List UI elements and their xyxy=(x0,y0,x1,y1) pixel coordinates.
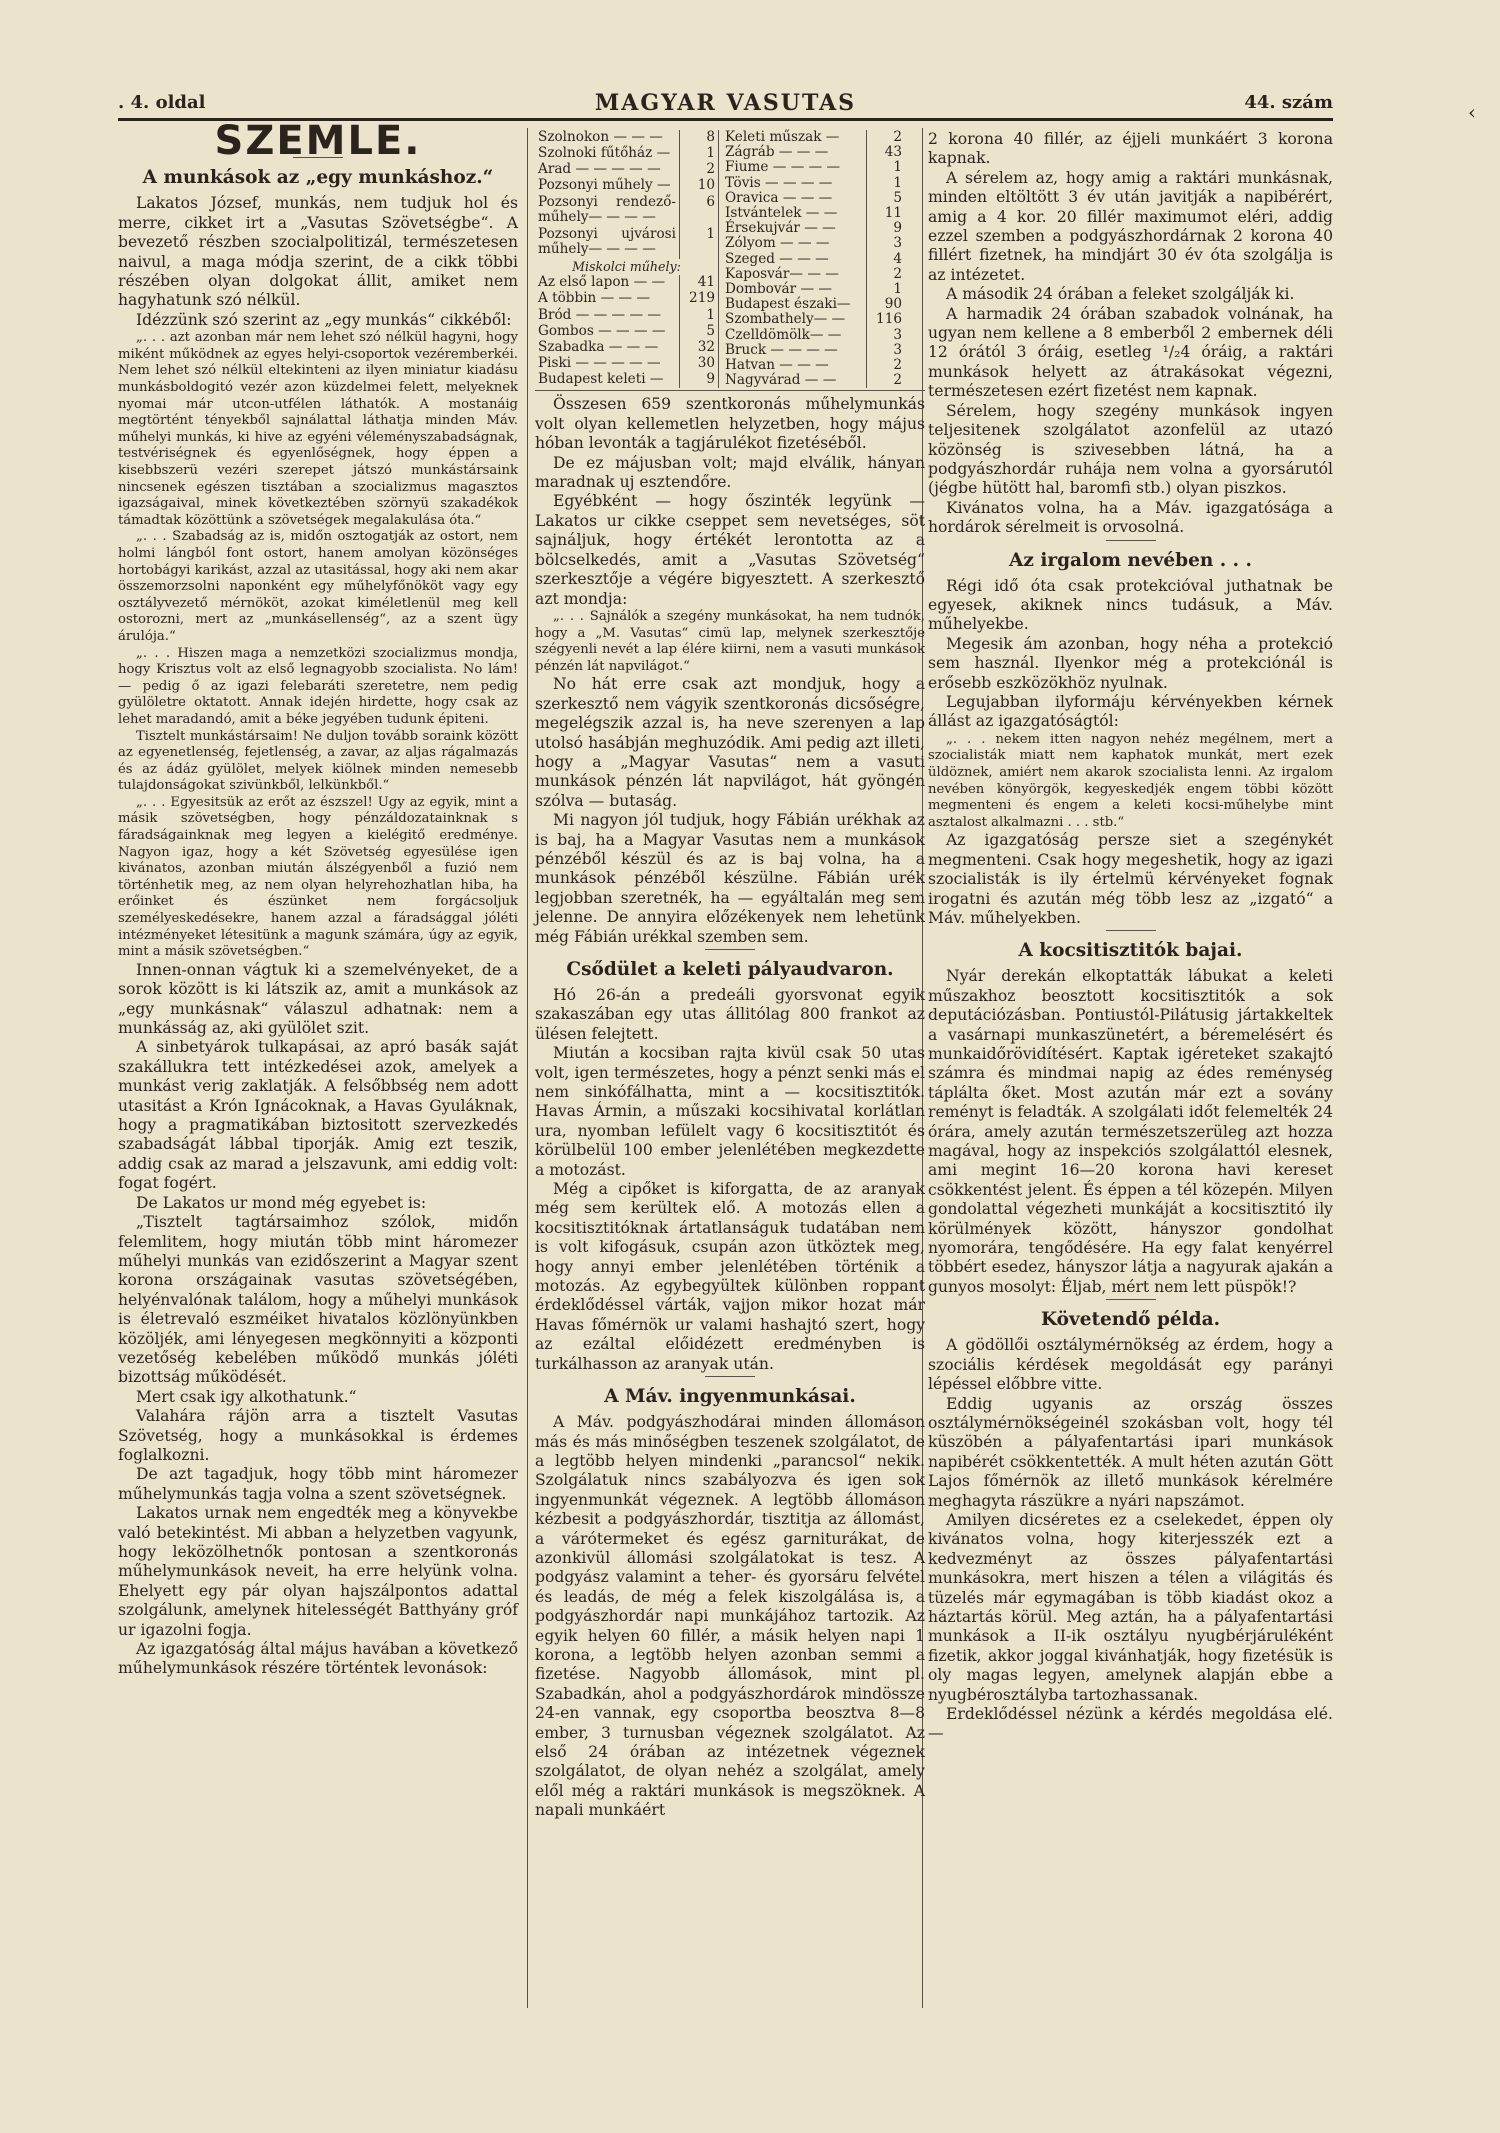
table-row: Budapest keleti — 9 xyxy=(535,372,719,388)
column-3 xyxy=(928,130,1333,1744)
paragraph: A sinbetyárok tulkapásai, az apró basák saját szakállukra tett intézkedései azok, amelyek a munkást verig zaklatják. A felsőbbség nem adott utasitást a Krón Ignácoknak, a Havas Gyuláknak, hogy a pragmatikában biztositott szervezkedés szabadságát lábbal tiporják. Amig ezt teszik, addig csak az marad a jelszavunk, ami eddig volt: fogat fogért. xyxy=(118,1038,518,1193)
paragraph: Mi nagyon jól tudjuk, hogy Fábián urékhak az is baj, ha a Magyar Vasutas nem a munkások pénzéből készül és az is baj volna, ha a munkások pénzéből készülne. Fábián urék legjobban szeretnék, ha — egyáltalán meg sem jelenne. De annyira előzékenyek nem lehetünk még Fábián urékkal szemben sem. xyxy=(535,811,925,946)
table-row: Bród — — — — — 1 xyxy=(535,308,719,324)
table-row: Érsekujvár — — 9 xyxy=(719,221,905,236)
page-number: . 4. oldal xyxy=(118,92,206,113)
table-row: Pozsonyi rendező-műhely— — — — 6 xyxy=(535,195,719,227)
divider xyxy=(1106,1299,1156,1300)
table-row: Pozsonyi ujvárosi műhely— — — — 1 xyxy=(535,227,719,259)
paragraph: Eddig ugyanis az ország összes osztálymérnökségeinél szokásban volt, hogy tél küszöbén a pályafentartási ipari munkások napibérét csökkentették. A mult héten azután Gött Lajos főmérnök az illető munkások kérelmére meghagyta rászükre a nyári napszámot. xyxy=(928,1394,1333,1510)
divider xyxy=(1106,540,1156,541)
quote-paragraph: „. . . azt azonban már nem lehet szó nélkül hagyni, hogy miként működnek az egyes helyi-csoportok vezéremberkéi. Nem lehet szó nélkül eltekinteni az ilyen miniatur kiadásu munkásboldogitó vezér azon küzdelmei felett, melyeknek nyomai már utcon-utfélen láthatók. A mostanáig megtörtént tényekből sajnálattal láthatja minden Máv. műhelyi munkás, ki hive az egyéni véleményszabadságnak, testvériségnek és egyenlőségnek, hogy éppen a kisebbszerü vezéri szerepet játszó munkástársaink nincsenek egészen tisztában a szocializmus magasztos igazságaival, minek következtében szörnyü szakadékok támadtak közöttünk a szövetségek megalakulása óta.“ xyxy=(118,330,518,528)
paragraph: A harmadik 24 órában szabadok volnának, ha ugyan nem kellene a 8 emberből 2 embernek déli 12 órától 3 óráig, esetleg ¹/₂4 óráig, a raktári munkások helyett az átrakásokat végezni, természetesen ezért fizetést nem kapnak. xyxy=(928,304,1333,401)
article-title: Az irgalom nevében . . . xyxy=(1009,549,1252,571)
table-row: Zágráb — — — 43 xyxy=(719,145,905,160)
table-row: Dombovár — — 1 xyxy=(719,282,905,297)
quote-paragraph: „. . . Hiszen maga a nemzetközi szocializmus mondja, hogy Krisztus volt az első legnagyobb szocialista. No lám! — pedig ő az igazi felebaráti szeretetre, nem pedig gyülöletre oktatott. Annak idején hirdette, hogy csak az lehet maradandó, amit a béke jegyében tudunk épiteni. xyxy=(118,645,518,727)
table-row: Pozsonyi műhely — 10 xyxy=(535,178,719,194)
issue-number: 44. szám xyxy=(1244,92,1333,113)
article-title: Csődület a keleti pályaudvaron. xyxy=(566,958,894,980)
paragraph: Amilyen dicséretes ez a cselekedet, éppen oly kivánatos volna, hogy kiterjesszék ezt a kedvezményt az összes pályafentartási munkásokra, mert hiszen a télen a világitás és tüzelés már egymagában is több kiadást okoz a háztartás körül. Meg aztán, ha a pályafentartási munkások a II-ik osztályu nyugbérjáruléként fizetik, akkor joggal kivánhatják, hogy fizetésük is oly magas legyen, amelynek alapján ebbe a nyugbérosztályba tartozhassanak. xyxy=(928,1510,1333,1704)
paragraph: A második 24 órában a feleket szolgálják ki. xyxy=(946,285,1295,304)
paragraph: Innen-onnan vágtuk ki a szemelvényeket, de a sorok között is ki látszik az, amit a munkások az „egy munkásnak“ válaszul adhatnak: nem a munkásság az, aki gyülölet szit. xyxy=(118,960,518,1038)
quote-paragraph: „. . . Szabadság az is, midőn osztogatják az ostort, nem holmi lángból font ostort, hanem amolyan közönséges hortobágyi karikást, azzal az utasitással, hogy aki nem akar összemorzsolni naponként egy műhelyfőnököt vagy egy osztályvezető mérnököt, azokat kiméletlenül meg kell ostorozni, mert az „munkásellenség“, az a szent ügy árulója.“ xyxy=(118,529,518,644)
table-row: Piski — — — — — 30 xyxy=(535,356,719,372)
paragraph: De Lakatos ur mond még egyebet is: xyxy=(136,1193,427,1212)
table-row: Fiume — — — — 1 xyxy=(719,160,905,175)
page-header xyxy=(118,88,1333,121)
table-row: Szombathely— — 116 xyxy=(719,312,905,327)
section-title: SZEMLE. xyxy=(214,118,422,164)
paragraph: Az igazgatóság persze siet a szegénykét megmenteni. Csak hogy megeshetik, hogy az igazi szocialisták is ily értelmü kérvényeket fognak irogatni és azután még több lesz az „izgató“ a Máv. műhelyekben. xyxy=(928,831,1333,927)
article-title: A kocsitisztitók bajai. xyxy=(1018,940,1243,962)
paragraph: A gödöllői osztálymérnökség az érdem, hogy a szociális kérdések megoldását egy parányi lépéssel előbbre vitte. xyxy=(928,1336,1333,1394)
paragraph: Lakatos urnak nem engedték meg a könyvekbe való betekintést. Mi abban a helyzetben vagyunk, hogy leközölhetnők pontosan a szentkoronás műhelymunkások neveit, ha erre helyünk volna. Ehelyett egy pár olyan hajszálpontos adattal szolgálunk, amelynek hitelességét Batthyány gróf ur igazolni fogja. xyxy=(118,1504,518,1639)
divider xyxy=(1106,930,1156,931)
paragraph: Még a cipőket is kiforgatta, de az aranyak még sem kerültek elő. A motozás ellen a kocsitisztitóknak ártatlanságuk tudatában nem is volt kifogásuk, csupán azon ütköztek meg, hogy annyi ember jelenlétében történik a motozás. Az egybegyültek különben roppant érdeklődéssel várták, vajjon mikor hozat már Havas főmérnök ur valami hashajtó szert, hogy az ezáltal előidézett eredményben is turkálhasson az aranyak után. xyxy=(535,1180,925,1373)
masthead-title: MAGYAR VASUTAS xyxy=(594,90,857,116)
deduction-table xyxy=(535,130,925,388)
paragraph: Valahára rájön arra a tisztelt Vasutas Szövetség, hogy a munkásokkal is érdemes foglalkozni. xyxy=(118,1407,518,1464)
paragraph: A sérelem az, hogy amig a raktári munkásnak, minden eltöltött 3 év után javitják a napibérért, amig a 4 kor. 20 fillér maximumot eléri, addig ezzel szemben a podgyászhordárnak 2 korona 40 fillért fizetnek, ha mindjárt 30 év óta szolgálja is az intézetet. xyxy=(928,168,1333,284)
table-row: Zólyom — — — 3 xyxy=(719,236,905,251)
table-row: Szeged — — — 4 xyxy=(719,252,905,267)
table-row: Bruck — — — — 3 xyxy=(719,343,905,358)
paragraph: De azt tagadjuk, hogy több mint háromezer műhelymunkás tagja volna a szent szövetségnek. xyxy=(118,1465,518,1503)
table-row: Oravica — — — 5 xyxy=(719,191,905,206)
table-row: Budapest északi— 90 xyxy=(719,297,905,312)
quote-paragraph: „. . . nekem itten nagyon nehéz megélnem, mert a szocialisták miatt nem kaphatok munkát, mert ezek üldöznek, amiért nem akarok szocialista lenni. Az irgalom nevében könyörgök, kegyeskedjék engem többi között megmenteni és engem a keleti kocsi-műhelybe mint asztalost alkalmazni . . . stb.“ xyxy=(928,731,1333,830)
table-row: Hatvan — — — 2 xyxy=(719,358,905,373)
divider xyxy=(705,949,755,950)
paragraph: Mert csak igy alkothatunk.“ xyxy=(136,1387,357,1406)
paragraph: Egyébként — hogy őszinték legyünk — Lakatos ur cikke cseppet sem nevetséges, söt sajnáljuk, hogy értékét lerontotta az a bölcselkedés, amit a „Vasutas Szövetség“ szerkesztője a végére bigyesztett. A szerkesztő azt mondja: xyxy=(535,492,925,608)
paragraph: Miután a kocsiban rajta kivül csak 50 utas volt, igen természetes, hogy a pénzt senki más el nem sinkófálhatta, mint a — kocsitisztitók. Havas Ármin, a műszaki kocsihivatal korlátlan ura, nyomban lefülelt vagy 6 kocsitisztitót és körülbelül 100 ember jelenlétében megkezdette a motozást. xyxy=(535,1044,925,1179)
table-row: Gombos — — — — 5 xyxy=(535,324,719,340)
paragraph: Erdeklődéssel nézünk a kérdés megoldása elé. — xyxy=(928,1705,1333,1743)
paragraph: Megesik ám azonban, hogy néha a protekció sem használ. Ilyenkor még a protekciónál is erősebb eszközökhöz nyulnak. xyxy=(928,634,1333,692)
divider xyxy=(705,1376,755,1377)
paragraph: A Máv. podgyászhodárai minden állomáson más és más minőségben teszenek szolgálatot, de a legtöbb helyen mindenki „parancsol“ nekik. Szolgálatuk nincs szabályozva és igen sok ingyenmunkát végeznek. A legtöbb állomáson kézbesit a podgyászhordár, tisztitja az állomást, a várótermeket és egész garniturákat, de azonkivül állomási szolgálatokat is tesz. A podgyász valamint a teher- és gyorsáru felvétel és leadás, de még a felek kiszolgálása is, a podgyászhordár napi munkájához tartozik. Az egyik helyen 60 fillér, a másik helyen napi 1 korona, a legtöbb helyen azonban semmi a fizetése. Nagyobb állomások, mint pl. Szabadkán, ahol a podgyászhordárok mindössze 24-en vannak, egy csoportba beosztva 8—8 ember, 3 turnusban végeznek szolgálatot. Az első 24 órában az intézetnek végeznek szolgálatot, de olyan nehéz a szolgálat, amely elől még a raktári munkások is megszöknek. A napali munkáért xyxy=(535,1413,925,1820)
paragraph: Lakatos József, munkás, nem tudjuk hol és merre, cikket irt a „Vasutas Szövetségbe“. A bevezető részben szocialpolitizál, természetesen naivul, a maga módja szerint, de a cikk többi részében olyan dolgokat állit, amiket nem hagyhatunk szó nélkül. xyxy=(118,194,518,310)
paragraph: Legujabban ilyformáju kérvényekben kérnek állást az igazgatóságtól: xyxy=(928,692,1333,731)
paragraph: No hát erre csak azt mondjuk, hogy a szerkesztő nem vágyik szentkoronás dicsőségre, megelégszik azzal is, ha neve szerenyen a lap utolsó hasábján meghuzódik. Ami pedig azt illeti, hogy a „Magyar Vasutas“ nem a vasuti munkások pénzén lát napvilágot, hát gyöngén szólva — butaság. xyxy=(535,675,925,810)
column-1 xyxy=(118,118,518,1679)
table-row: Istvántelek — — 11 xyxy=(719,206,905,221)
paragraph: „Tisztelt tagtársaimhoz szólok, midőn felemlitem, hogy miután több mint háromezer műhelyi munkás van ezidőszerint a Magyar szent korona országainak vasutas szövetségében, helyénvalónak találom, hogy a műhelyi munkások is életrevaló eszméiket hivatalos közlönyünkben közöljék, ami lényegesen megkönnyiti a központi vezetőség kebelében működő munkás jóléti bizottság működését. xyxy=(118,1213,518,1387)
column-divider xyxy=(527,128,528,2008)
paragraph: Az igazgatóság által május havában a következő műhelymunkások részére történtek levonások: xyxy=(118,1640,518,1678)
article-title: A Máv. ingyenmunkásai. xyxy=(604,1386,856,1408)
quote-paragraph: „. . . Sajnálók a szegény munkásokat, ha nem tudnók, hogy a „M. Vasutas“ cimü lap, melynek szerkesztője szégyenli nevét a lap élére kiirni, nem a vasuti munkások pénzén lát napvilágot.“ xyxy=(535,608,925,674)
divider xyxy=(535,390,925,391)
paragraph: Hó 26-án a predeáli gyorsvonat egyik szakaszában egy utas állitólag 800 frankot az ülésen felejtett. xyxy=(535,985,925,1043)
paragraph: Kivánatos volna, ha a Máv. igazgatósága a hordárok sérelmeit is orvosolná. xyxy=(928,498,1333,537)
article-title: A munkások az „egy munkáshoz.“ xyxy=(142,167,494,189)
deduction-table-right xyxy=(719,130,905,388)
article-title: Követendő példa. xyxy=(1040,1309,1221,1331)
column-2 xyxy=(535,130,925,1821)
table-row: Szolnokon — — — 8 xyxy=(535,130,719,146)
paragraph: Összesen 659 szentkoronás műhelymunkás volt olyan kellemetlen helyzetben, hogy május hóban levonták a tagjárulékot fizetéséből. xyxy=(535,395,925,453)
table-subheading: Miskolci műhely: xyxy=(572,259,681,275)
quote-paragraph: „. . . Egyesitsük az erőt az észszel! Ugy az egyik, mint a másik szövetségben, hogy pénzáldozatainknak s fáradságainknak meg legyen a kielégitő eredménye. Nagyon igaz, hogy a két Szövetség egyesülése igen kivánatos, azonban miután álszégyenből a fuzió nem történhetik meg, az nem olyan helyrehozhatlan hiba, ha erőinket és észünket nem forgácsoljuk személyeskedésekre, hanem azzal a fáradsággal jóléti intézményeket létesitünk a magunk számára, úgy az egyik, mint a másik szövetségben.“ xyxy=(118,794,518,960)
paragraph: Régi idő óta csak protekcióval juthatnak be egyesek, akiknek nincs tudásuk, a Máv. műhelyekbe. xyxy=(928,576,1333,634)
table-row: Keleti műszak — 2 xyxy=(719,130,905,145)
table-row: A többin — — — 219 xyxy=(535,291,719,307)
paragraph: Sérelem, hogy szegény munkások ingyen teljesitenek szolgálatot azonfelül az utazó közönség is szivesebben látná, ha a podgyászhordár ruhája nem volna a gyorsárutól (jégbe hütött hal, baromfi stb.) olyan piszkos. xyxy=(928,401,1333,498)
paragraph: Idézzünk szó szerint az „egy munkás“ cikkéből: xyxy=(136,310,512,329)
paragraph: Nyár derekán elkoptatták lábukat a keleti műszakhoz beosztott kocsitisztitók a sok deputációzásban. Pontiustól-Pilátusig jártakkeltek a vasárnapi munkaszünetért, a béremelésért és munkaidőrövidítésért. Kaptak igéreteket szakajtó számra és mindmai napig az édes reménység táplálta őket. Most azután már ezt a sovány reményt is feladták. A szolgálati időt felemelték 24 órára, amely azután természetszerüleg azt hozza magával, hogy az inspekciós szolgálattól elesnek, ami megint 16—20 korona havi kereset csökkentést jelent. És éppen a tél közepén. Milyen gondolattal végezheti munkáját a kocsitisztitó ily körülmények között, hányszor gondolhat nyomorára, tengődésére. Ha egy falat kenyérrel többért esedez, hányszor látja a nagyurak ajakán a gunyos mosolyt: Éljab, mért nem lett püspök!? xyxy=(928,967,1333,1296)
table-row: Czelldömölk— — 3 xyxy=(719,328,905,343)
table-row: Tövis — — — — 1 xyxy=(719,176,905,191)
table-row: Nagyvárad — — 2 xyxy=(719,373,905,388)
table-row: Arad — — — — — 2 xyxy=(535,162,719,178)
table-row: Szolnoki fűtőház — 1 xyxy=(535,146,719,162)
deduction-table-left xyxy=(535,130,719,388)
paragraph: 2 korona 40 fillér, az éjjeli munkáért 3 korona kapnak. xyxy=(928,130,1333,168)
quote-paragraph: Tisztelt munkástársaim! Ne duljon tovább soraink között az egyenetlenség, fejetlenség, a zavar, az aljas rágalmazás és az ádáz gyülölet, melyek kiölnek minden nemesebb tulajdonságokat szivünkből, lelkünkből.“ xyxy=(118,728,518,794)
table-row: Szabadka — — — 32 xyxy=(535,340,719,356)
margin-mark: ‹ xyxy=(1468,100,1476,124)
paragraph: De ez májusban volt; majd elválik, hányan maradnak uj esztendőre. xyxy=(535,453,925,492)
table-row: Kaposvár— — — 2 xyxy=(719,267,905,282)
table-row: Az első lapon — — 41 xyxy=(535,275,719,291)
